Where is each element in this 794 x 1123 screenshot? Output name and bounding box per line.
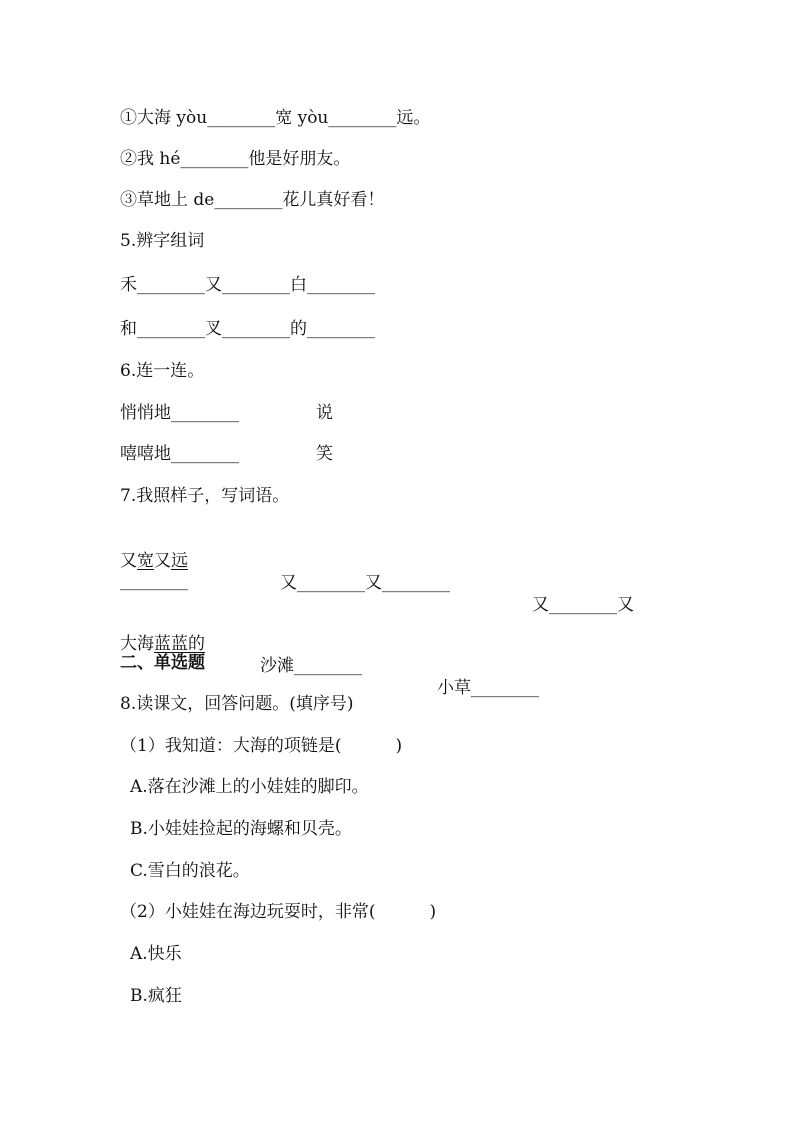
q6-left-2: 嘻嘻地________ (120, 444, 239, 464)
q7-example-1: 又宽又远 (120, 551, 188, 571)
q6-right-1: 说 (316, 403, 333, 423)
q7-example-2: 大海蓝蓝的 (120, 634, 205, 654)
q8-sub-1-option-c: C.雪白的浪花。 (130, 861, 250, 881)
q5-row-1: 禾________又________白________ (120, 275, 375, 295)
q8-sub-1: （1）我知道：大海的项链是( ) (120, 736, 403, 756)
q4-item-3: ③草地上 de________花儿真好看！ (120, 190, 385, 210)
q8-sub-2-option-a: A.快乐 (130, 944, 182, 964)
q8-sub-2-option-b: B.疯狂 (130, 986, 182, 1006)
q5-row-2: 和________叉________的________ (120, 319, 375, 339)
q7-blank-4: 小草________ (437, 678, 539, 698)
q8-sub-2: （2）小娃娃在海边玩耍时，非常( ) (120, 902, 437, 922)
q6-left-1: 悄悄地________ (120, 403, 239, 423)
q4-item-2: ②我 hé________他是好朋友。 (120, 149, 351, 169)
q6-title: 6.连一连。 (120, 361, 205, 381)
q7-blank-3: 沙滩________ (260, 656, 362, 676)
section-2-title: 二、单选题 (120, 653, 205, 673)
q6-right-2: 笑 (316, 444, 333, 464)
q7-blank-1: 又________又________ (280, 573, 450, 593)
q7-row-1 (120, 528, 720, 615)
q8-title: 8.读课文，回答问题。(填序号) (120, 694, 354, 714)
q7-blank-2: 又________又 (532, 595, 634, 615)
q8-sub-1-option-a: A.落在沙滩上的小娃娃的脚印。 (130, 777, 369, 797)
q7-title: 7.我照样子，写词语。 (120, 486, 290, 506)
q4-item-1: ①大海 yòu________宽 yòu________远。 (120, 108, 431, 128)
q7-blank-2-continued: ________ (120, 571, 188, 591)
q8-sub-1-option-b: B.小娃娃捡起的海螺和贝壳。 (130, 819, 352, 839)
q5-title: 5.辨字组词 (120, 231, 205, 251)
